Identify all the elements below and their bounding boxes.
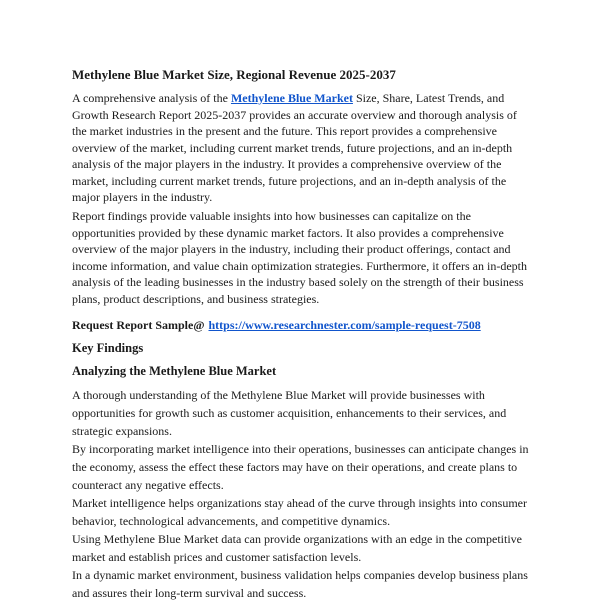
heading-analyzing-market: Analyzing the Methylene Blue Market	[72, 364, 277, 378]
analysis-paragraph-4: Using Methylene Blue Market data can provide organizations with an edge in the competitive market and establish prices and customer satisfaction levels.	[72, 532, 522, 564]
sample-request-url-link[interactable]: https://www.researchnester.com/sample-request-7508	[208, 318, 481, 332]
analysis-paragraph-1: A thorough understanding of the Methylene Blue Market will provide businesses with opportunities for growth such as customer acquisition, enhancements to their services, and strategic expansions.	[72, 388, 507, 438]
intro-text-before-link: A comprehensive analysis of the	[72, 91, 231, 105]
findings-paragraph: Report findings provide valuable insights into how businesses can capitalize on the opportunities provided by these dynamic market factors. It also provides a comprehensive overview of the major players in the industry, including their product offerings, contact and income information, and value chain optimization strategies. Furthermore, it offers an in-depth analysis of the leading businesses in the industry based solely on the strength of their business plans, product descriptions, and business strategies.	[72, 209, 527, 306]
analysis-paragraph-5: In a dynamic market environment, business validation helps companies develop business plans and assures their long-term survival and success.	[72, 568, 528, 600]
heading-key-findings: Key Findings	[72, 341, 144, 355]
analysis-paragraph-2: By incorporating market intelligence into their operations, businesses can anticipate changes in the economy, assess the effect these factors may have on their operations, and create plans to counteract any negative effects.	[72, 442, 529, 492]
request-sample-line	[72, 316, 534, 334]
intro-paragraph	[72, 90, 534, 206]
analysis-paragraph-3: Market intelligence helps organizations stay ahead of the curve through insights into consumer behavior, technological advancements, and competitive dynamics.	[72, 496, 527, 528]
methylene-blue-market-link[interactable]: Methylene Blue Market	[230, 91, 353, 105]
request-sample-label: Request Report Sample@	[72, 318, 205, 332]
document-title: Methylene Blue Market Size, Regional Revenue 2025-2037	[72, 67, 396, 82]
intro-text-after-link: Size, Share, Latest Trends, and Growth Research Report 2025-2037 provides an accurate overview and thorough analysis of the market industries in the present and the future. This report provides a comprehensive overview of the market, including current market trends, future projections, and an in-depth analysis of the major players in the industry. It provides a comprehensive overview of the market, including current market trends, future projections, and an in-depth analysis of the major players in the industry.	[72, 91, 517, 204]
